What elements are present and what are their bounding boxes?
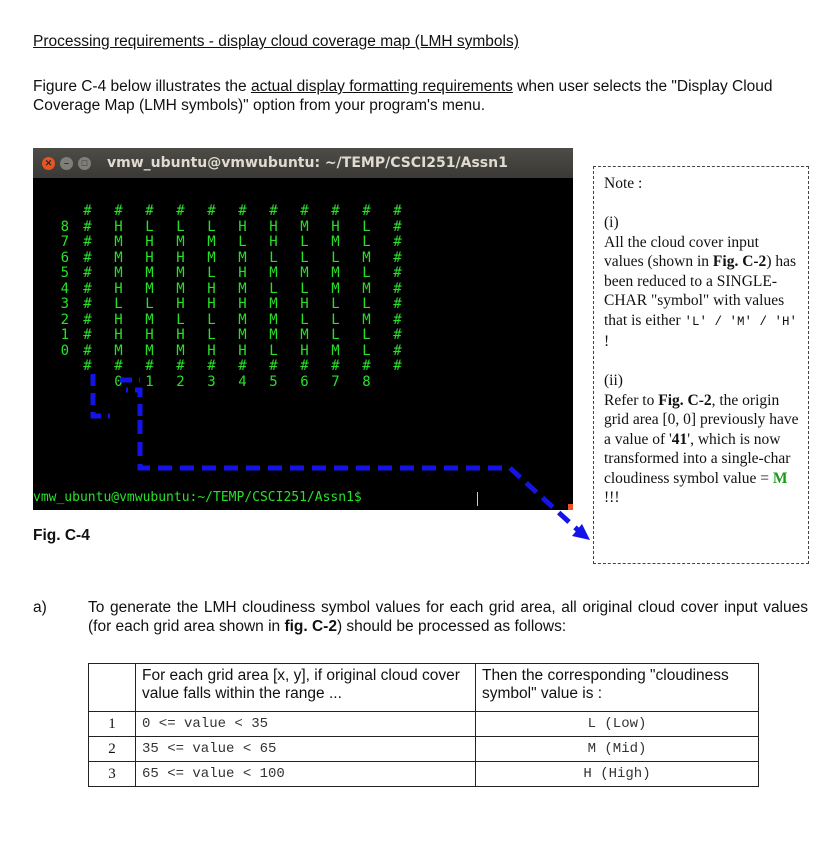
grid-cell: M [238, 249, 247, 266]
grid-cell: # [83, 327, 92, 343]
scrollbar-thumb[interactable] [568, 504, 573, 510]
grid-cell: M [331, 280, 340, 297]
note-ii-symbol: M [772, 469, 788, 487]
grid-cell: H [300, 342, 309, 359]
grid-row-label: 3 [60, 296, 69, 312]
grid-cell: M [145, 280, 154, 297]
grid-cell: # [207, 358, 216, 374]
grid-cell: M [145, 342, 154, 359]
grid-cell: 7 [331, 373, 340, 390]
grid-cell: L [145, 296, 154, 312]
item-a-text [88, 598, 808, 636]
grid-cell: # [114, 203, 123, 219]
note-ii-ref: Fig. C-2 [658, 391, 712, 409]
grid-cell: M [362, 311, 371, 328]
grid-cell: # [393, 311, 402, 328]
note-ii-marker: (ii) [604, 372, 623, 389]
grid-row-label: 2 [60, 311, 69, 328]
grid-cell: L [207, 327, 216, 343]
grid-cell: M [176, 265, 185, 281]
grid-cell: M [238, 327, 247, 343]
grid-cell: # [269, 358, 278, 374]
grid-cell: 6 [300, 373, 309, 390]
grid-cell: M [331, 265, 340, 281]
grid-cell: # [83, 342, 92, 359]
item-a-marker: a) [33, 599, 47, 616]
close-icon[interactable]: ✕ [42, 157, 55, 170]
grid-cell: L [362, 327, 371, 343]
item-a [33, 598, 808, 636]
grid-cell: M [300, 218, 309, 235]
grid-cell: # [207, 203, 216, 219]
intro-underlined: actual display formatting requirements [250, 78, 513, 95]
grid-cell: 5 [269, 373, 278, 390]
terminal-title: vmw_ubuntu@vmwubuntu: ~/TEMP/CSCI251/Assn1 [107, 155, 508, 171]
grid-cell: H [176, 327, 185, 343]
terminal-window [33, 148, 573, 510]
grid-cell: # [331, 203, 340, 219]
grid-cell: M [114, 249, 123, 266]
grid-cell: # [83, 218, 92, 235]
note-i-values: 'L' / 'M' / 'H' [684, 314, 798, 329]
grid-cell: H [238, 265, 247, 281]
grid-cell: # [176, 203, 185, 219]
header-index-cell [89, 664, 136, 712]
grid-row-label: 0 [60, 342, 69, 359]
grid-cell: # [393, 342, 402, 359]
grid-cell: M [269, 265, 278, 281]
pointer-arrowhead [572, 524, 590, 540]
grid-cell: # [176, 358, 185, 374]
grid-cell: # [362, 358, 371, 374]
grid-cell: L [176, 311, 185, 328]
row-range: 35 <= value < 65 [136, 737, 476, 762]
grid-cell: H [114, 280, 123, 297]
row-symbol: H (High) [476, 762, 759, 787]
grid-cell: M [114, 234, 123, 250]
grid-cell: M [300, 265, 309, 281]
note-ii-text [604, 391, 800, 508]
grid-row-label: 7 [60, 234, 69, 250]
header-range-cell: For each grid area [x, y], if original cloud cover value falls within the range ... [136, 664, 476, 712]
grid-cell: M [362, 249, 371, 266]
grid-cell: # [238, 358, 247, 374]
intro-paragraph [33, 77, 813, 115]
grid-cell: # [393, 249, 402, 266]
grid-cell: # [145, 358, 154, 374]
grid-cell: # [362, 203, 371, 219]
grid-cell: L [114, 296, 123, 312]
grid-cell: H [176, 249, 185, 266]
grid-cell: 1 [145, 373, 154, 390]
grid-cell: L [300, 280, 309, 297]
grid-cell: # [83, 296, 92, 312]
grid-cell: M [176, 234, 185, 250]
grid-cell: # [393, 265, 402, 281]
grid-cell: M [176, 342, 185, 359]
header-symbol-cell: Then the corresponding "cloudiness symbol" value is : [476, 664, 759, 712]
section-heading: Processing requirements - display cloud coverage map (LMH symbols) [33, 33, 519, 50]
grid-cell: # [393, 203, 402, 219]
grid-cell: H [207, 280, 216, 297]
grid-cell: M [145, 311, 154, 328]
grid-cell: # [393, 234, 402, 250]
terminal-prompt: vmw_ubuntu@vmwubuntu:~/TEMP/CSCI251/Assn1$ [33, 490, 370, 505]
grid-cell: L [207, 218, 216, 235]
table-header-row [89, 664, 759, 712]
grid-cell: M [331, 342, 340, 359]
note-i-text-1: All the cloud cover input values (shown in [604, 233, 759, 270]
grid-cell: M [207, 249, 216, 266]
grid-cell: H [145, 327, 154, 343]
note-ii-text-3: ', which is now transformed into a single-char cloudiness symbol value = [604, 430, 791, 487]
note-i-text-2: ) has been reduced to a SINGLE-CHAR "symbol" with values that is either [604, 253, 797, 329]
grid-cell: # [331, 358, 340, 374]
grid-cell: L [331, 327, 340, 343]
grid-cell: # [114, 358, 123, 374]
grid-cell: M [114, 265, 123, 281]
intro-text-before: Figure C-4 below illustrates the [33, 78, 251, 95]
intro-text-after: when user selects the "Display Cloud Coverage Map (LMH symbols)" option from your program's menu. [33, 78, 773, 114]
grid-cell: # [83, 280, 92, 297]
grid-cell: L [331, 296, 340, 312]
note-ii-text-2: , the origin grid area [0, 0] previously have a value of ' [604, 391, 799, 448]
grid-cell: L [269, 249, 278, 266]
note-ii-text-1: Refer to [604, 391, 659, 409]
item-a-text-2: ) should be processed as follows: [336, 618, 567, 635]
grid-cell: H [300, 296, 309, 312]
grid-cell: # [269, 203, 278, 219]
grid-cell: H [145, 234, 154, 250]
grid-cell: M [238, 311, 247, 328]
grid-cell: L [331, 249, 340, 266]
grid-cell: # [238, 203, 247, 219]
grid-cell: M [331, 234, 340, 250]
table-row [89, 762, 759, 787]
grid-row-label: 5 [60, 265, 69, 281]
grid-cell: L [362, 342, 371, 359]
grid-cell: M [300, 327, 309, 343]
table-row [89, 712, 759, 737]
grid-cell: H [269, 218, 278, 235]
grid-cell: 2 [176, 373, 185, 390]
grid-cell: H [207, 342, 216, 359]
row-range: 65 <= value < 100 [136, 762, 476, 787]
maximize-icon[interactable]: □ [78, 157, 91, 170]
grid-cell: # [145, 203, 154, 219]
grid-cell: # [393, 280, 402, 297]
grid-cell: M [269, 327, 278, 343]
grid-cell: H [269, 234, 278, 250]
grid-cell: H [114, 218, 123, 235]
grid-cell: # [83, 265, 92, 281]
terminal-body[interactable] [33, 178, 573, 510]
grid-row-label: 4 [60, 280, 69, 297]
item-a-ref: fig. C-2 [284, 618, 337, 635]
row-range: 0 <= value < 35 [136, 712, 476, 737]
grid-cell: # [300, 358, 309, 374]
grid-cell: M [114, 342, 123, 359]
grid-cell: 0 [114, 373, 123, 390]
row-index: 3 [89, 762, 136, 787]
note-ii-text-4: !!! [604, 489, 620, 506]
grid-cell: L [238, 234, 247, 250]
grid-cell: H [238, 218, 247, 235]
grid-cell: L [362, 296, 371, 312]
grid-cell: H [207, 296, 216, 312]
minimize-icon[interactable]: – [60, 157, 73, 170]
note-box [593, 166, 809, 564]
grid-cell: L [207, 265, 216, 281]
grid-cell: 8 [362, 373, 371, 390]
grid-cell: # [83, 358, 92, 374]
grid-cell: M [362, 280, 371, 297]
grid-cell: # [300, 203, 309, 219]
grid-cell: 3 [207, 373, 216, 390]
grid-cell: # [83, 203, 92, 219]
grid-cell: L [362, 218, 371, 235]
grid-cell: L [362, 234, 371, 250]
grid-cell: M [269, 311, 278, 328]
grid-cell: L [300, 249, 309, 266]
grid-cell: L [300, 311, 309, 328]
grid-cell: # [83, 311, 92, 328]
grid-cell: # [83, 249, 92, 266]
grid-cell: H [114, 327, 123, 343]
grid-cell: M [269, 296, 278, 312]
terminal-titlebar [33, 148, 573, 178]
grid-cell: H [238, 296, 247, 312]
rules-table [88, 663, 759, 787]
note-ii-value: 41 [671, 430, 688, 448]
row-symbol: M (Mid) [476, 737, 759, 762]
grid-cell: # [393, 296, 402, 312]
grid-cell: L [269, 280, 278, 297]
grid-row-label: 1 [60, 327, 69, 343]
table-row [89, 737, 759, 762]
grid-cell: L [269, 342, 278, 359]
grid-row-label: 8 [60, 218, 69, 235]
row-symbol: L (Low) [476, 712, 759, 737]
note-i-marker: (i) [604, 214, 619, 231]
row-index: 2 [89, 737, 136, 762]
grid-cell: L [300, 234, 309, 250]
grid-cell: L [145, 218, 154, 235]
item-a-text-1: To generate the LMH cloudiness symbol values for each grid area, all original cloud cover input values (for each grid area shown in [88, 599, 808, 635]
grid-cell: L [362, 265, 371, 281]
note-i-text-3: ! [604, 333, 610, 350]
grid-cell: M [207, 234, 216, 250]
grid-cell: H [238, 342, 247, 359]
grid-cell: H [331, 218, 340, 235]
grid-cell: # [393, 327, 402, 343]
grid-cell: M [145, 265, 154, 281]
grid-cell: L [176, 218, 185, 235]
grid-cell: H [114, 311, 123, 328]
grid-cell: L [207, 311, 216, 328]
figure-label: Fig. C-4 [33, 527, 90, 544]
grid-cell: # [393, 218, 402, 235]
note-title: Note : [604, 175, 643, 192]
grid-cell: M [176, 280, 185, 297]
grid-cell: H [145, 249, 154, 266]
grid-cell: # [83, 234, 92, 250]
grid-cell: H [176, 296, 185, 312]
grid-cell: # [393, 358, 402, 374]
grid-row-label: 6 [60, 249, 69, 266]
note-i-text [604, 233, 800, 352]
grid-cell: L [331, 311, 340, 328]
text-cursor [477, 492, 478, 506]
grid-cell: 4 [238, 373, 247, 390]
grid-cell: M [238, 280, 247, 297]
row-index: 1 [89, 712, 136, 737]
note-i-ref: Fig. C-2 [712, 253, 767, 270]
